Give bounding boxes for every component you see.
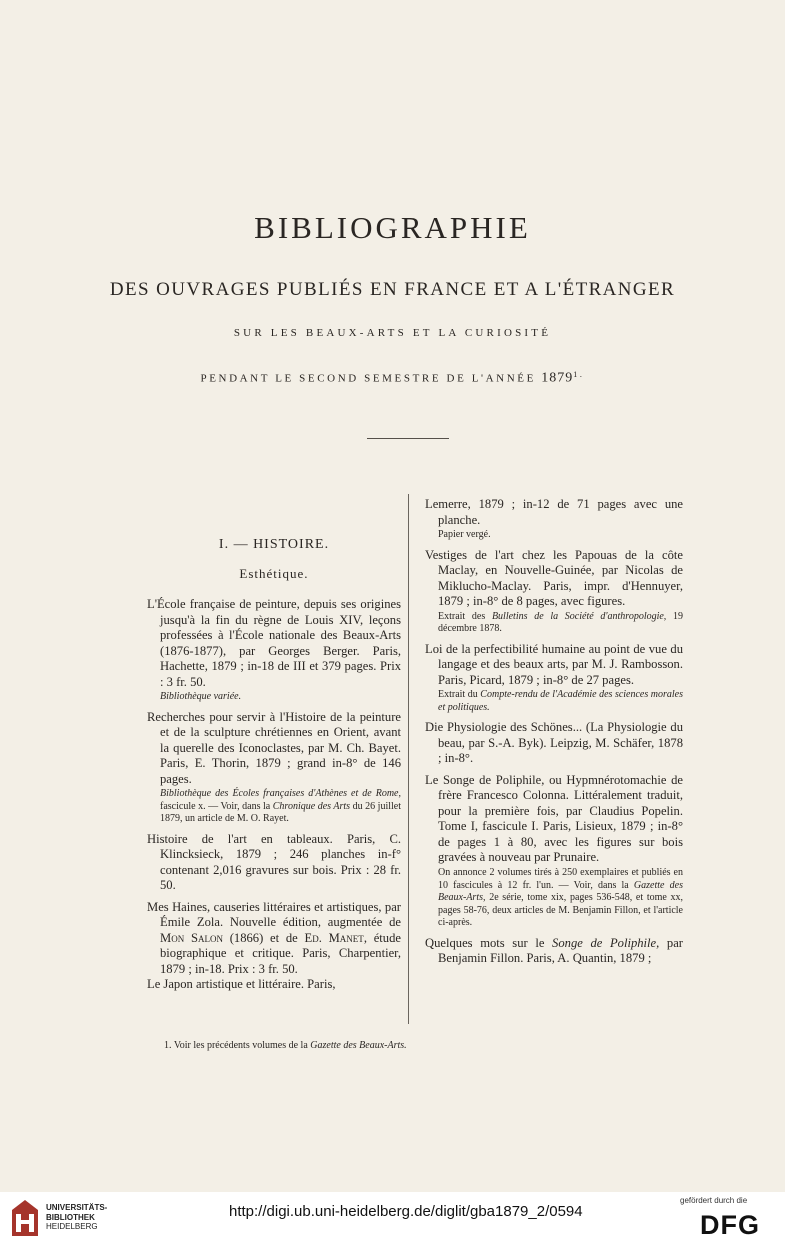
note-title: Chronique des Arts — [272, 800, 351, 812]
library-line: BIBLIOTHEK — [46, 1212, 95, 1222]
note-text: Extrait des — [438, 610, 486, 622]
left-column — [147, 497, 401, 993]
bib-entry: Die Physiologie des Schönes... (La Physiologie du beau, par S.-A. Byk). Leipzig, M. Schäfer, 1878 ; in-8°. — [425, 720, 683, 766]
bib-entry: Le Japon artistique et littéraire. Paris, — [147, 977, 336, 992]
bib-entry: Loi de la perfectibilité humaine au point de vue du langage et des beaux arts, par M. J. Rambosson. Paris, Picard, 1879 ; in-8° de 27 pages. — [425, 641, 683, 687]
bib-entry: Le Songe de Poliphile, ou Hypmnérotomachie de frère Francesco Colonna. Littéralement traduit, pour la première fois, par Claudius Popelin. Tome I, fascicule I. Paris, Lisieux, 1879 ; in-8° de pages 1 à 80, avec les figures sur bois gravées à nouveau par Prunaire. — [425, 772, 683, 865]
entry-text: Mes Haines, causeries littéraires et artistiques, par Émile Zola. Nouvelle édition, augmentée de — [147, 899, 401, 930]
entry-smallcaps: Ed. Manet — [304, 930, 364, 945]
note-title: Bibliothèque des Écoles françaises d'Athènes et de Rome, — [160, 788, 401, 800]
bib-note — [147, 691, 401, 704]
period-line — [0, 370, 785, 387]
header-rule — [367, 438, 449, 439]
section-heading: I. — HISTOIRE. — [218, 537, 330, 552]
footnote — [164, 1040, 407, 1051]
period-year: 1879 — [541, 370, 574, 386]
note-title: Bulletins de la Société d'anthropologie, — [491, 610, 667, 622]
page-title: BIBLIOGRAPHIE — [254, 210, 531, 245]
note-text: 19 décembre 1878. — [438, 610, 684, 635]
column-divider — [408, 494, 409, 1024]
note-text: On annonce 2 volumes tirés à 250 exemplaires et publiés en 10 fascicules à 12 fr. l'un. — Voir, dans la — [438, 866, 683, 891]
note-title: Compte-rendu de l'Académie des sciences morales et politiques. — [438, 689, 684, 713]
bib-note — [425, 611, 683, 636]
note-text: 2e série, tome xix, pages 536-548, et tome xx, pages 58-76, deux articles de M. Benjamin Fillon, et l'article ci-après. — [438, 892, 684, 929]
entry-smallcaps: Mon Salon — [160, 930, 223, 945]
library-line: HEIDELBERG — [46, 1222, 98, 1231]
entry-text: par Benjamin Fillon. Paris, A. Quantin, 1879 ; — [438, 935, 683, 966]
note-text: Extrait du — [438, 689, 478, 701]
entry-text: , étude biographique et critique. Paris, Charpentier, 1879 ; in-18. Prix : 3 fr. 50. — [160, 930, 401, 976]
dfg-logo: DFG — [700, 1210, 760, 1240]
note-title: Gazette des Beaux-Arts, — [438, 879, 683, 904]
library-line: UNIVERSITÄTS- — [46, 1203, 108, 1212]
right-column — [425, 497, 683, 967]
bib-entry — [147, 900, 401, 978]
period-text: PENDANT LE SECOND SEMESTRE DE L'ANNÉE — [200, 372, 536, 385]
entry-text: (1866) et de — [229, 930, 298, 945]
bib-entry: Lemerre, 1879 ; in-12 de 71 pages avec une planche. — [425, 497, 683, 527]
permalink-url[interactable]: http://digi.ub.uni-heidelberg.de/diglit/gba1879_2/0594 — [229, 1203, 583, 1220]
bib-entry — [425, 936, 683, 967]
bib-note — [425, 867, 683, 930]
bib-note: Papier vergé. — [438, 529, 491, 540]
bib-note — [425, 689, 683, 714]
library-name — [46, 1203, 107, 1232]
note-text: Bibliothèque variée. — [160, 691, 242, 702]
subject-line: SUR LES BEAUX-ARTS ET LA CURIOSITÉ — [233, 327, 552, 339]
page-subtitle: DES OUVRAGES PUBLIÉS EN FRANCE ET A L'ÉTRANGER — [109, 279, 676, 300]
subheading: Esthétique. — [239, 566, 309, 581]
footnote-text: 1. Voir les précédents volumes de la — [164, 1040, 308, 1051]
entry-title: Songe de Poliphile, — [552, 935, 660, 950]
note-text: fascicule x. — Voir, dans la — [160, 800, 271, 812]
entry-text: Quelques mots sur le — [425, 935, 545, 950]
bib-entry: L'École française de peinture, depuis ses origines jusqu'à la fin du règne de Louis XIV, leçons professées à l'École nationale des Beaux-Arts (1876-1877), par Georges Berger. Paris, Hachette, 1879 ; in-18 de III et 379 pages. Prix : 3 fr. 50. — [147, 597, 401, 689]
library-logo-icon — [10, 1198, 40, 1238]
funding-note: gefördert durch die — [680, 1196, 748, 1205]
bib-entry: Histoire de l'art en tableaux. Paris, C. Klincksieck, 1879 ; 246 planches in-f° contenant 2,016 gravures sur bois. Prix : 28 fr. 50. — [147, 831, 401, 893]
footnote-marker: 1. — [573, 370, 585, 379]
bib-note — [147, 788, 401, 826]
bib-entry: Recherches pour servir à l'Histoire de la peinture et de la sculpture chrétiennes en Orient, avant la querelle des Iconoclastes, par M. Ch. Bayet. Paris, E. Thorin, 1879 ; grand in-8° de 146 pages. — [147, 709, 401, 786]
bib-entry: Vestiges de l'art chez les Papouas de la côte Maclay, en Nouvelle-Guinée, par Nicolas de Miklucho-Maclay. Paris, impr. d'Hennuyer, 1879 ; in-8° de 8 pages, avec figures. — [425, 547, 683, 609]
note-text: du 26 juillet 1879, un article de M. O. Rayet. — [160, 800, 402, 825]
footnote-title: Gazette des Beaux-Arts. — [310, 1040, 407, 1051]
